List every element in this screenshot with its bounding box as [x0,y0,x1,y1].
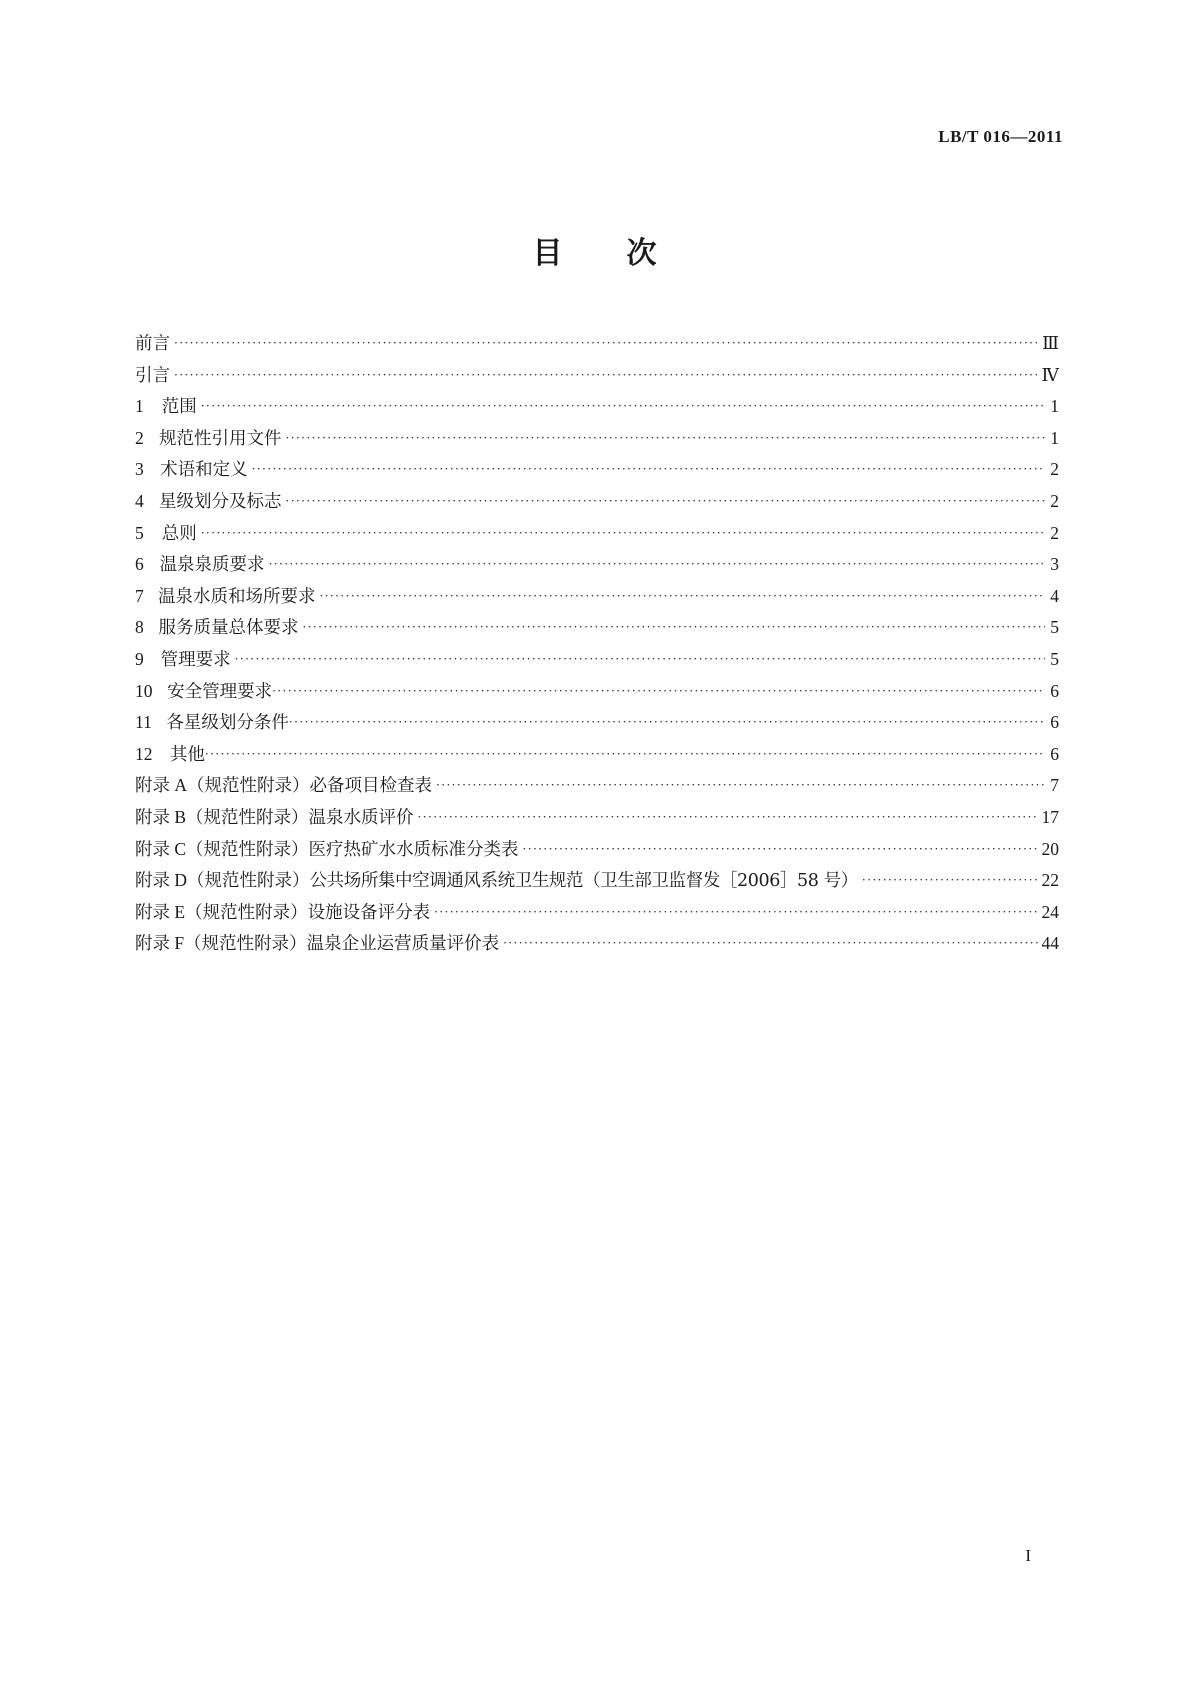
toc-annex-number: 附录 D（规范性附录） [135,870,310,891]
toc-leader-dots [205,739,1045,771]
toc-page: Ⅲ [1042,333,1059,353]
toc-leader-dots [201,391,1045,423]
toc-label: 总则 [161,523,197,544]
toc-entry-1[interactable] [135,391,1059,423]
toc-entry-annex-c[interactable] [135,834,1059,866]
toc-leader-dots [319,581,1045,613]
page-number: I [1025,1546,1031,1565]
toc-leader-dots [201,518,1045,550]
toc-entry-6[interactable] [135,549,1059,581]
toc-label: 星级划分及标志 [159,491,282,512]
toc-label: 温泉泉质要求 [159,555,265,576]
toc-number: 2 [135,427,144,448]
toc-page: 2 [1050,459,1059,480]
toc-number: 8 [135,617,144,638]
toc-leader-dots [434,897,1037,929]
toc-number: 9 [135,648,144,669]
toc-leader-dots [286,486,1045,518]
toc-number: 12 [135,743,153,764]
toc-label: 术语和定义 [160,460,248,481]
toc-page: 20 [1041,838,1059,859]
toc-page: Ⅳ [1041,364,1059,385]
toc-label: 引言 [135,365,170,386]
toc-label: 范围 [161,397,197,418]
toc-entry-8[interactable] [135,612,1059,644]
toc-number: 1 [135,396,144,417]
toc-page: 6 [1050,743,1059,764]
toc-leader-dots [272,676,1045,708]
toc-entry-annex-d[interactable] [135,865,1059,897]
toc-label: 各星级划分条件 [166,713,289,734]
toc-label: 规范性引用文件 [159,428,282,449]
toc-page: 6 [1050,712,1059,733]
table-of-contents [135,328,1059,960]
toc-page: 3 [1050,554,1059,575]
toc-annex-number: 附录 B（规范性附录） [135,806,309,827]
toc-entry-annex-e[interactable] [135,897,1059,929]
toc-number: 5 [135,522,144,543]
toc-number: 10 [135,680,153,701]
toc-page: 22 [1041,870,1059,891]
toc-number: 4 [135,490,144,511]
toc-page: 2 [1050,490,1059,511]
toc-page: 1 [1050,427,1059,448]
toc-leader-dots [289,707,1045,739]
toc-label: 服务质量总体要求 [158,618,299,639]
toc-entry-10[interactable] [135,676,1059,708]
toc-page: 1 [1050,396,1059,417]
toc-leader-dots [503,928,1037,960]
toc-entry-preface[interactable] [135,328,1059,360]
toc-page: 24 [1041,901,1059,922]
toc-leader-dots [174,328,1038,360]
toc-label: 温泉水质和场所要求 [157,586,316,607]
toc-number: 7 [135,585,144,606]
toc-page: 5 [1050,617,1059,638]
toc-number: 3 [135,459,144,480]
toc-label: 前言 [135,334,170,354]
toc-label: 必备项目检查表 [309,776,433,797]
standard-code: LB/T 016—2011 [938,127,1063,146]
toc-entry-9[interactable] [135,644,1059,676]
toc-entry-2[interactable] [135,423,1059,455]
page-title [0,228,1191,272]
toc-label: 设施设备评分表 [307,902,431,923]
toc-entry-introduction[interactable] [135,360,1059,392]
toc-label: 管理要求 [160,649,231,670]
title-part-1: 目 [532,236,565,271]
toc-number: 6 [135,554,144,575]
toc-leader-dots [252,454,1045,486]
toc-label: 温泉企业运营质量评价表 [306,934,500,955]
toc-entry-3[interactable] [135,454,1059,486]
toc-page: 7 [1050,775,1059,796]
toc-label: 公共场所集中空调通风系统卫生规范（卫生部卫监督发［2006］58 号） [309,871,858,892]
toc-leader-dots [418,802,1038,834]
title-part-2: 次 [626,236,659,271]
toc-page: 44 [1041,933,1059,954]
toc-annex-number: 附录 F（规范性附录） [135,933,307,954]
toc-leader-dots [174,360,1038,392]
toc-leader-dots [862,865,1038,897]
toc-leader-dots [286,423,1045,455]
toc-entry-12[interactable] [135,739,1059,771]
toc-annex-number: 附录 E（规范性附录） [135,901,308,922]
toc-annex-number: 附录 C（规范性附录） [135,838,309,859]
toc-page: 2 [1050,522,1059,543]
toc-entry-annex-b[interactable] [135,802,1059,834]
toc-leader-dots [302,612,1045,644]
toc-leader-dots [523,834,1038,866]
toc-entry-annex-f[interactable] [135,928,1059,960]
toc-label: 医疗热矿水水质标准分类表 [308,839,519,860]
toc-entry-5[interactable] [135,518,1059,550]
toc-entry-4[interactable] [135,486,1059,518]
toc-leader-dots [235,644,1045,676]
toc-page: 4 [1050,585,1059,606]
toc-annex-number: 附录 A（规范性附录） [135,775,310,796]
toc-leader-dots [269,549,1045,581]
toc-label: 其他 [169,744,205,765]
toc-label: 温泉水质评价 [308,807,414,828]
toc-entry-11[interactable] [135,707,1059,739]
toc-leader-dots [436,770,1045,802]
toc-number: 11 [135,712,152,733]
toc-label: 安全管理要求 [167,681,273,702]
toc-page: 6 [1050,680,1059,701]
toc-entry-7[interactable] [135,581,1059,613]
toc-entry-annex-a[interactable] [135,770,1059,802]
toc-page: 5 [1050,648,1059,669]
toc-page: 17 [1041,806,1059,827]
